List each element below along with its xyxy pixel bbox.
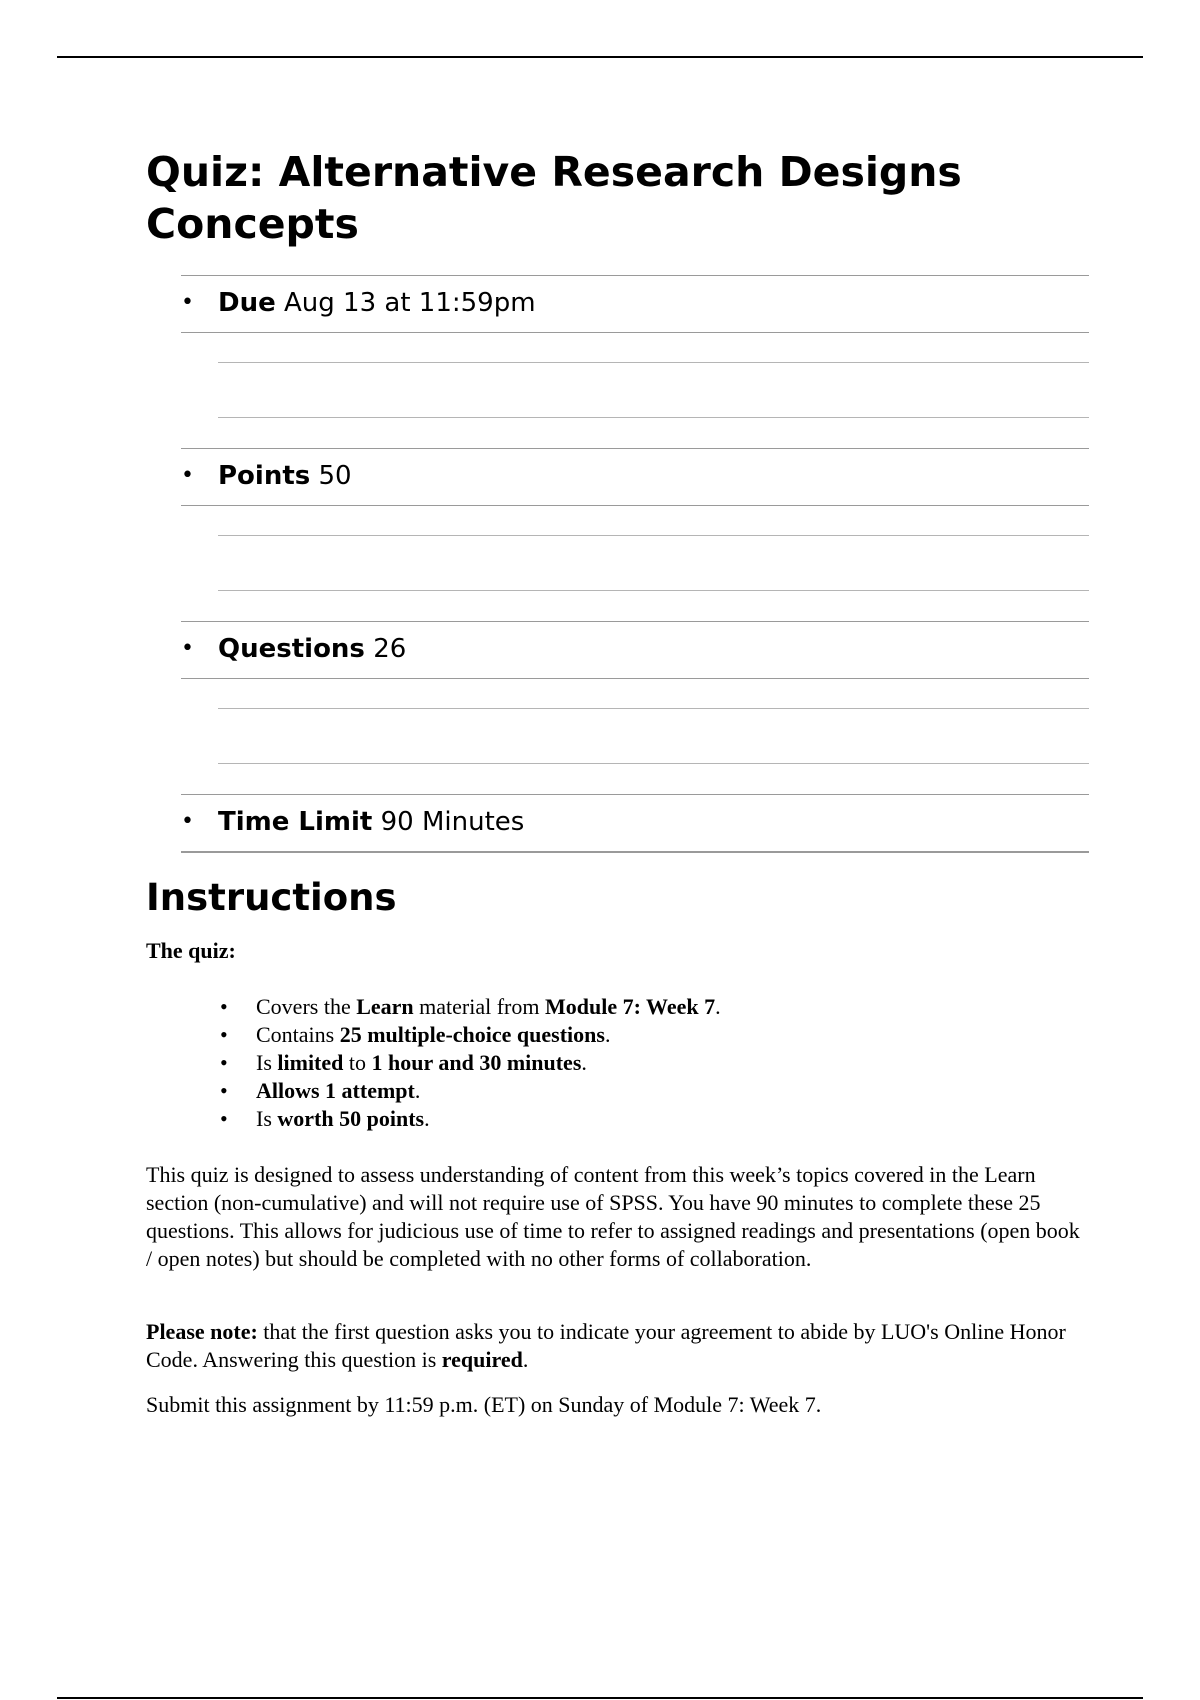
list-item <box>220 993 721 1021</box>
submit-deadline-text: Submit this assignment by 11:59 p.m. (ET) on Sunday of Module 7: Week 7. <box>146 1392 822 1417</box>
detail-points-text <box>218 449 352 503</box>
note-label: Please note: <box>146 1319 258 1344</box>
detail-points <box>181 448 1089 621</box>
detail-points-row <box>181 449 1089 506</box>
item-emphasis: 25 multiple-choice questions <box>339 1022 605 1047</box>
note-required: required <box>441 1347 523 1372</box>
bullet-icon: • <box>181 463 194 488</box>
detail-divider <box>218 535 1089 536</box>
description-paragraph: This quiz is designed to assess understanding of content from this week’s topics covered in the Learn section (non-cumulative) and will not require use of SPSS. You have 90 minutes to complete these 25 questions. This allows for judicious use of time to refer to assigned readings and presentations (open book / open notes) but should be completed with no other forms of collaboration. <box>146 1162 1080 1271</box>
bullet-icon: • <box>220 1050 228 1075</box>
bullet-icon: • <box>181 636 194 661</box>
detail-due-text <box>218 276 536 330</box>
bullet-icon: • <box>181 809 194 834</box>
bullet-icon: • <box>220 1078 228 1103</box>
honor-code-note <box>146 1318 1086 1374</box>
quiz-lead: The quiz: <box>146 938 236 963</box>
detail-due-row <box>181 276 1089 333</box>
detail-questions-value: 26 <box>373 634 407 664</box>
top-divider <box>57 56 1143 58</box>
item-text: . <box>604 1022 611 1047</box>
item-emphasis: Learn <box>356 994 414 1019</box>
detail-questions-text <box>218 622 406 676</box>
note-text: that the first question asks you to indicate your agreement to abide by LUO's Online Honor Code. Answering this question is <box>146 1319 1066 1372</box>
detail-points-value: 50 <box>318 461 352 491</box>
detail-divider <box>218 763 1089 764</box>
item-emphasis: 1 hour and 30 minutes <box>371 1050 582 1075</box>
detail-due <box>181 275 1089 448</box>
detail-divider <box>218 708 1089 709</box>
detail-points-label: Points <box>218 461 311 491</box>
bullet-icon: • <box>181 290 194 315</box>
bullet-icon: • <box>220 994 228 1019</box>
detail-divider <box>218 362 1089 363</box>
bottom-divider <box>57 1697 1143 1699</box>
page-title: Quiz: Alternative Research Designs Concepts <box>146 148 962 248</box>
bullet-icon: • <box>220 1022 228 1047</box>
detail-time-limit-text <box>218 795 524 849</box>
detail-divider <box>218 590 1089 591</box>
detail-time-limit-label: Time Limit <box>218 807 373 837</box>
quiz-facts-list <box>220 993 721 1133</box>
detail-questions-label: Questions <box>218 634 365 664</box>
item-emphasis: Module 7: Week 7 <box>545 994 716 1019</box>
list-item <box>220 1021 721 1049</box>
detail-time-limit <box>181 794 1089 853</box>
item-text: . <box>581 1050 587 1075</box>
detail-due-label: Due <box>218 288 276 318</box>
detail-time-limit-value: 90 Minutes <box>380 807 525 837</box>
item-emphasis: worth 50 points <box>277 1106 425 1131</box>
item-text: to <box>343 1050 372 1075</box>
item-text: Is <box>256 1050 278 1075</box>
item-text: . <box>715 994 721 1019</box>
detail-due-value: Aug 13 at 11:59pm <box>284 288 536 318</box>
item-text: Is <box>256 1106 278 1131</box>
item-emphasis: Allows 1 attempt <box>256 1078 415 1103</box>
detail-questions <box>181 621 1089 794</box>
list-item <box>220 1077 721 1105</box>
list-item <box>220 1049 721 1077</box>
detail-questions-row <box>181 622 1089 679</box>
bullet-icon: • <box>220 1106 228 1131</box>
item-emphasis: limited <box>277 1050 344 1075</box>
item-text: . <box>414 1078 421 1103</box>
instructions-heading: Instructions <box>146 876 397 919</box>
detail-time-limit-row <box>181 795 1089 852</box>
note-end: . <box>522 1347 529 1372</box>
list-item <box>220 1105 721 1133</box>
item-text: Contains <box>256 1022 340 1047</box>
item-text: . <box>424 1106 430 1131</box>
quiz-details-list <box>181 275 1089 853</box>
item-text: Covers the <box>256 994 357 1019</box>
detail-divider <box>218 417 1089 418</box>
item-text: material from <box>413 994 545 1019</box>
